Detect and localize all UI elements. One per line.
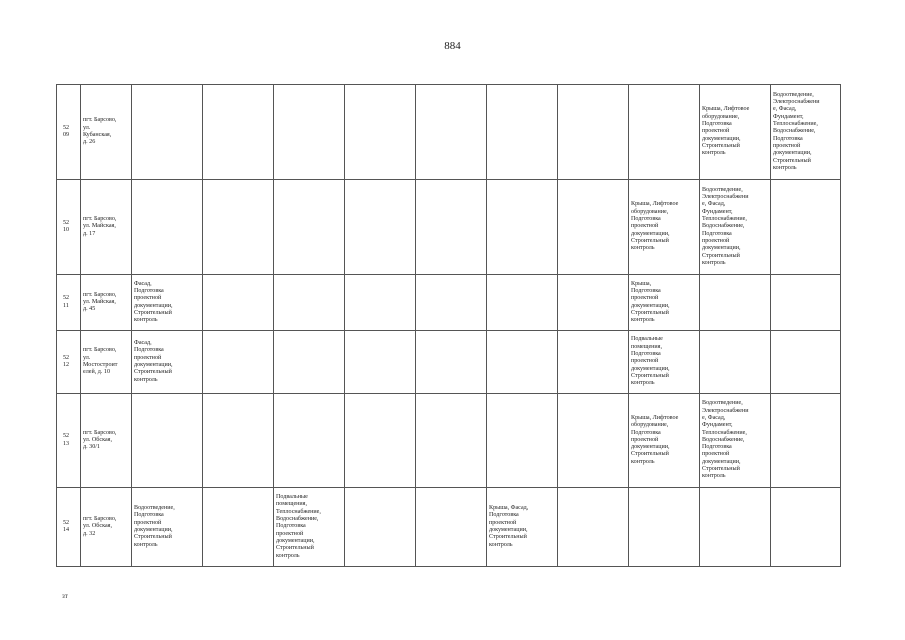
work-cell-text: Крыша, Фасад, Подготовка проектной документации, Строительный контроль: [489, 505, 529, 548]
work-cell: [700, 394, 771, 488]
work-cell: [558, 85, 629, 180]
work-cell: [345, 275, 416, 331]
page-number: 884: [444, 40, 461, 52]
work-cell: [132, 488, 203, 567]
work-cell: [771, 85, 841, 180]
work-cell: [700, 331, 771, 394]
work-cell: [132, 180, 203, 275]
address-cell-text: пгт. Барсово, ул. Обская, д. 30/1: [83, 429, 117, 451]
work-cell: [416, 85, 487, 180]
work-cell: [274, 488, 345, 567]
work-cell-text: Крыша, Лифтовое оборудование, Подготовка проектной документации, Строительный контроль: [631, 414, 679, 465]
work-cell: [416, 488, 487, 567]
footer-mark: зт: [62, 592, 68, 600]
repair-schedule-table: [56, 84, 841, 567]
work-cell: [416, 180, 487, 275]
row-number-cell: [57, 275, 81, 331]
work-cell: [345, 488, 416, 567]
work-cell: [487, 331, 558, 394]
table-row: [57, 180, 841, 275]
address-cell: [81, 488, 132, 567]
address-cell: [81, 394, 132, 488]
work-cell: [487, 394, 558, 488]
row-number-cell: [57, 488, 81, 567]
work-cell: [487, 275, 558, 331]
work-cell: [771, 331, 841, 394]
work-cell: [345, 180, 416, 275]
row-number-cell: [57, 394, 81, 488]
work-cell: [132, 331, 203, 394]
address-cell: [81, 275, 132, 331]
work-cell: [203, 488, 274, 567]
work-cell: [558, 488, 629, 567]
row-number-cell-text: 52 13: [63, 433, 70, 447]
work-cell: [771, 394, 841, 488]
row-number-cell: [57, 180, 81, 275]
work-cell: [132, 394, 203, 488]
work-cell: [345, 85, 416, 180]
work-cell-text: Крыша, Лифтовое оборудование, Подготовка проектной документации, Строительный контроль: [631, 201, 679, 252]
work-cell: [629, 331, 700, 394]
work-cell: [629, 394, 700, 488]
work-cell: [700, 275, 771, 331]
work-cell: [203, 180, 274, 275]
row-number-cell: [57, 85, 81, 180]
work-cell: [487, 488, 558, 567]
work-cell: [203, 331, 274, 394]
work-cell: [700, 180, 771, 275]
table-row: [57, 331, 841, 394]
work-cell-text: Подвальные помещения, Подготовка проектной документации, Строительный контроль: [631, 336, 670, 387]
work-cell: [132, 85, 203, 180]
row-number-cell-text: 52 14: [63, 519, 70, 533]
work-cell: [629, 180, 700, 275]
table-row: [57, 85, 841, 180]
row-number-cell-text: 52 10: [63, 219, 70, 233]
work-cell: [274, 331, 345, 394]
work-cell: [203, 275, 274, 331]
work-cell: [558, 180, 629, 275]
work-cell: [558, 331, 629, 394]
address-cell: [81, 85, 132, 180]
work-cell: [274, 180, 345, 275]
work-cell-text: Крыша, Лифтовое оборудование, Подготовка проектной документации, Строительный контроль: [702, 106, 750, 157]
table-row: [57, 275, 841, 331]
work-cell-text: Крыша, Подготовка проектной документации, Строительный контроль: [631, 280, 670, 324]
work-cell: [345, 394, 416, 488]
address-cell: [81, 331, 132, 394]
address-cell: [81, 180, 132, 275]
work-cell-text: Подвальные помещения, Теплоснабжение, Водоснабжение, Подготовка проектной документации, Строительный контроль: [276, 494, 321, 559]
work-cell: [629, 275, 700, 331]
work-cell-text: Водоотведение, Электроснабжени е, Фасад, Фундамент, Теплоснабжение, Водоснабжение, Подготовка проектной документации, Строительный контроль: [702, 186, 749, 266]
work-cell: [203, 85, 274, 180]
work-cell: [274, 394, 345, 488]
work-cell: [629, 85, 700, 180]
address-cell-text: пгт. Барсово, ул. Обская, д. 32: [83, 516, 117, 537]
work-cell: [274, 275, 345, 331]
row-number-cell-text: 52 12: [63, 354, 70, 368]
table-row: [57, 394, 841, 488]
work-cell: [629, 488, 700, 567]
address-cell-text: пгт. Барсово, ул. Майская, д. 45: [83, 291, 117, 313]
row-number-cell-text: 52 11: [63, 295, 70, 309]
work-cell: [771, 275, 841, 331]
work-cell: [700, 85, 771, 180]
work-cell: [700, 488, 771, 567]
table-row: [57, 488, 841, 567]
work-cell: [771, 180, 841, 275]
work-cell: [416, 275, 487, 331]
row-number-cell-text: 52 09: [63, 124, 70, 138]
work-cell: [771, 488, 841, 567]
work-cell: [558, 394, 629, 488]
work-cell-text: Водоотведение, Электроснабжени е, Фасад, Фундамент, Теплоснабжение, Водоснабжение, Подготовка проектной документации, Строительный контроль: [773, 91, 820, 171]
address-cell-text: пгт. Барсово, ул. Кубанская, д. 26: [83, 117, 117, 146]
work-cell-text: Фасад, Подготовка проектной документации, Строительный контроль: [134, 280, 173, 324]
row-number-cell: [57, 331, 81, 394]
work-cell: [416, 394, 487, 488]
work-cell: [558, 275, 629, 331]
work-cell-text: Фасад, Подготовка проектной документации, Строительный контроль: [134, 340, 173, 383]
work-cell: [487, 180, 558, 275]
address-cell-text: пгт. Барсово, ул. Майская, д. 17: [83, 216, 117, 237]
work-cell: [274, 85, 345, 180]
work-cell: [345, 331, 416, 394]
work-cell: [203, 394, 274, 488]
work-cell: [416, 331, 487, 394]
address-cell-text: пгт. Барсово, ул. Мостострoит елей, д. 10: [83, 347, 118, 376]
work-cell: [487, 85, 558, 180]
work-cell-text: Водоотведение, Подготовка проектной документации, Строительный контроль: [134, 505, 175, 548]
work-cell-text: Водоотведение, Электроснабжени е, Фасад, Фундамент, Теплоснабжение, Водоснабжение, Подготовка проектной документации, Строительный контроль: [702, 400, 749, 480]
work-cell: [132, 275, 203, 331]
